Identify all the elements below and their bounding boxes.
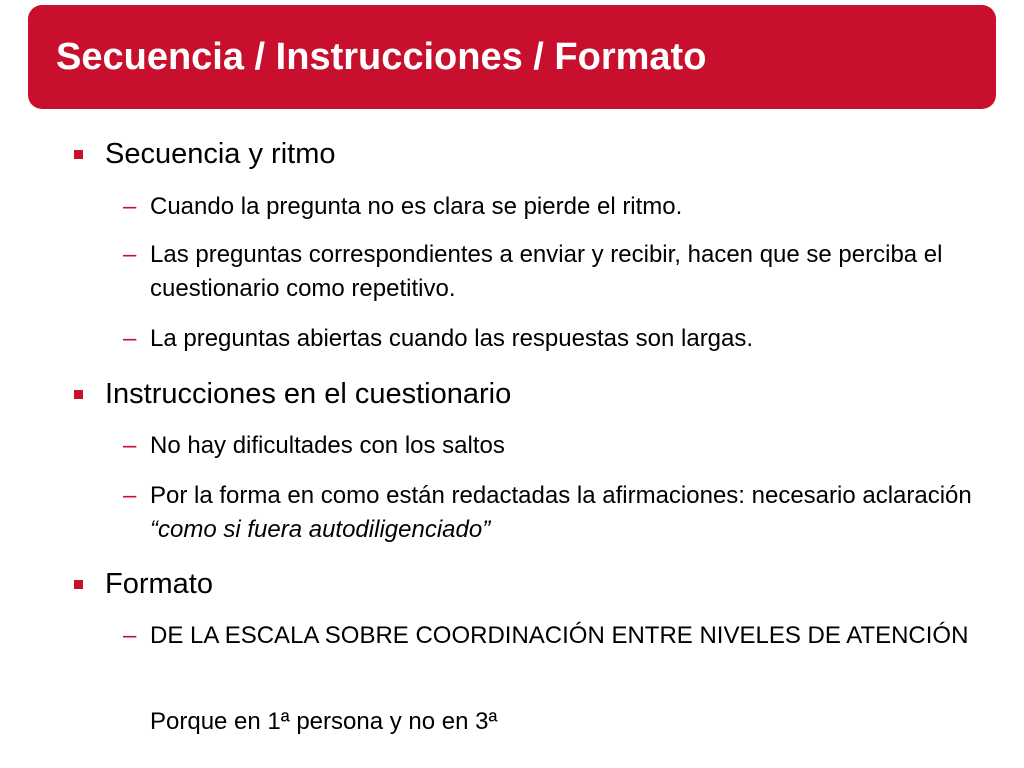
sub-item	[123, 190, 1003, 224]
italic-quote: “como si fuera autodiligenciado”	[150, 516, 491, 543]
sub-item-plain: Por la forma en como están redactadas la afirmaciones: necesario aclaración	[150, 482, 972, 509]
sub-item-text: DE LA ESCALA SOBRE COORDINACIÓN ENTRE NIVELES DE ATENCIÓN	[150, 622, 969, 649]
sub-item	[123, 429, 1003, 463]
dash-icon: –	[123, 482, 137, 509]
sub-item-text	[150, 479, 1000, 547]
square-bullet-icon	[74, 150, 83, 159]
dash-icon: –	[123, 432, 137, 459]
bullet-formato	[74, 567, 213, 601]
sub-item-text: La preguntas abiertas cuando las respuestas son largas.	[150, 325, 754, 352]
sub-item	[123, 479, 1003, 547]
sub-item-text: Cuando la pregunta no es clara se pierde el ritmo.	[150, 193, 683, 220]
sub-item-text: No hay dificultades con los saltos	[150, 432, 505, 459]
dash-icon: –	[123, 241, 137, 268]
dash-icon: –	[123, 622, 137, 649]
dash-icon: –	[123, 325, 137, 352]
bullet-heading: Formato	[105, 568, 213, 600]
square-bullet-icon	[74, 390, 83, 399]
extra-line: Porque en 1ª persona y no en 3ª	[150, 708, 498, 735]
bullet-heading: Instrucciones en el cuestionario	[105, 378, 512, 410]
sub-item-text: Las preguntas correspondientes a enviar y recibir, hacen que se perciba el cuestionario como repetitivo.	[150, 241, 943, 302]
sub-item	[123, 619, 1003, 653]
bullet-heading: Secuencia y ritmo	[105, 138, 336, 170]
bullet-instrucciones	[74, 377, 511, 411]
sub-item	[123, 238, 1003, 306]
slide-title: Secuencia / Instrucciones / Formato	[56, 35, 707, 78]
dash-icon: –	[123, 193, 137, 220]
sub-item	[123, 322, 1003, 356]
square-bullet-icon	[74, 580, 83, 589]
bullet-secuencia	[74, 137, 336, 171]
